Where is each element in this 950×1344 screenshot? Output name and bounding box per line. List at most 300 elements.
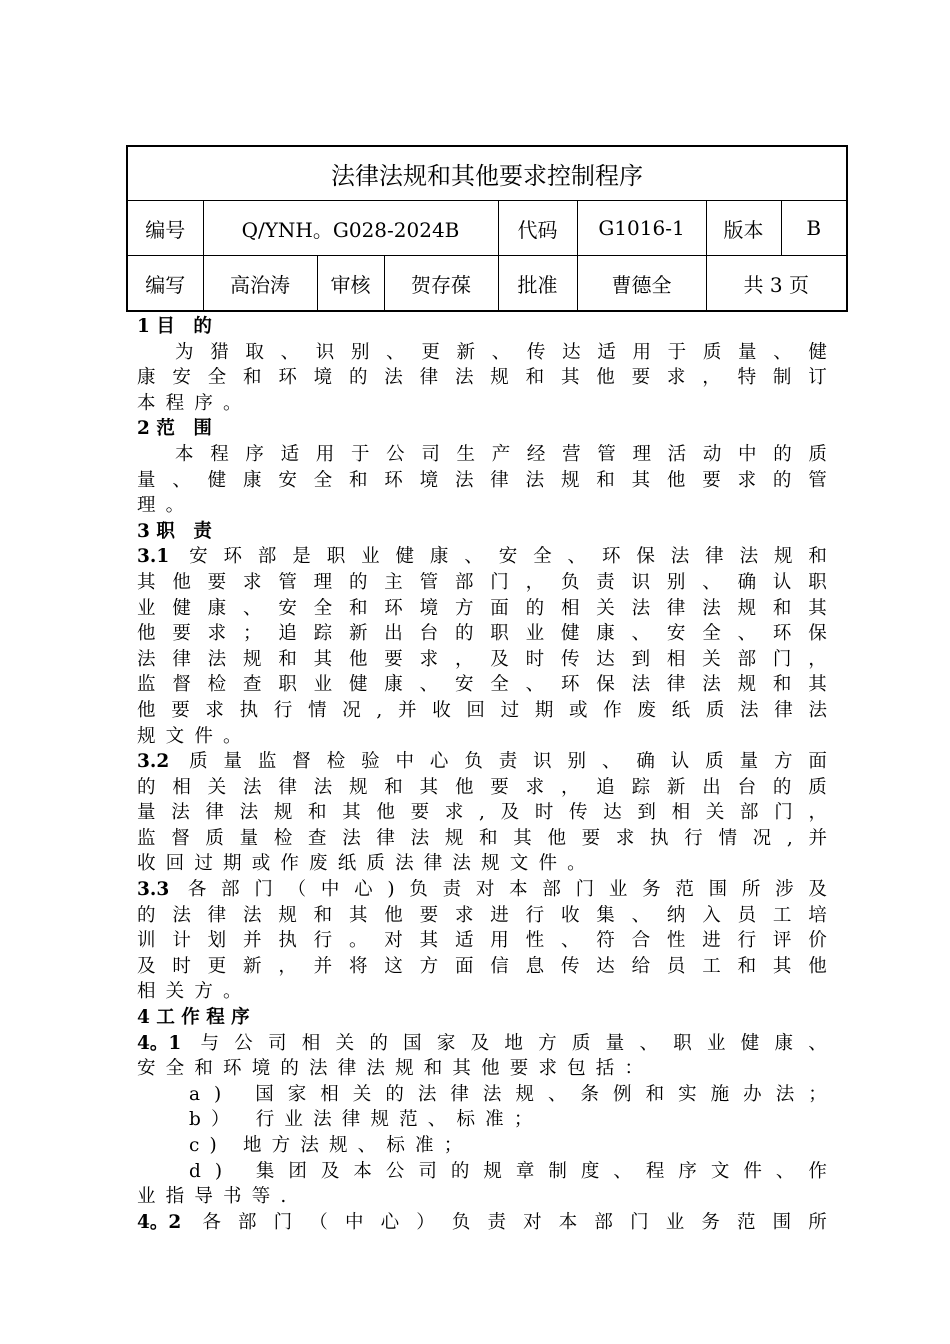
glyph: 要 <box>172 623 191 645</box>
glyph: 负 <box>560 571 580 593</box>
glyph: 传 <box>560 648 580 670</box>
glyph: 全 <box>207 367 227 389</box>
glyph: 部 <box>257 546 277 568</box>
glyph: 地 <box>504 1032 523 1054</box>
glyph: 管 <box>808 469 827 491</box>
glyph: 法 <box>242 776 262 798</box>
glyph: 新 <box>666 776 686 798</box>
glyph: 法 <box>702 597 721 619</box>
glyph: 其 <box>137 571 156 593</box>
glyph: 法 <box>702 674 721 696</box>
glyph: 作 <box>808 1160 827 1182</box>
glyph: 达 <box>596 955 615 977</box>
glyph: 集 <box>255 1160 275 1182</box>
glyph: 和 <box>596 469 615 491</box>
glyph: 规 <box>278 904 297 926</box>
glyph: 他 <box>172 571 191 593</box>
glyph: 各 <box>187 879 207 901</box>
glyph: 确 <box>636 751 655 773</box>
glyph: 及 <box>808 879 827 901</box>
glyph: 门 <box>254 879 273 901</box>
glyph: 将 <box>348 955 368 977</box>
glyph: 法 <box>482 1083 502 1105</box>
text-line <box>137 954 827 980</box>
glyph: 负 <box>464 751 483 773</box>
glyph: 期 <box>534 699 554 721</box>
glyph: 量 <box>223 751 242 773</box>
glyph: 全 <box>533 546 552 568</box>
glyph: 本 <box>353 1160 372 1182</box>
glyph: 回 <box>466 699 485 721</box>
glyph: 并 <box>313 955 333 977</box>
glyph: 进 <box>702 930 721 952</box>
glyph: 收 <box>432 699 451 721</box>
glyph: 质 <box>571 1032 591 1054</box>
glyph: 、 <box>560 930 580 952</box>
glyph: 文 <box>710 1160 730 1182</box>
line-text: 相关方。 <box>137 981 252 1003</box>
glyph: 条 <box>580 1083 600 1105</box>
glyph: 部 <box>740 802 759 824</box>
glyph: （ <box>309 1211 328 1233</box>
glyph: 所 <box>808 1211 827 1233</box>
glyph: 踪 <box>631 776 651 798</box>
glyph <box>236 1159 242 1185</box>
glyph: 和 <box>242 367 262 389</box>
section-heading <box>137 314 827 340</box>
glyph: 例 <box>613 1083 632 1105</box>
glyph: , <box>786 827 793 849</box>
glyph: 实 <box>678 1083 697 1105</box>
glyph: 行 <box>737 930 757 952</box>
glyph: 他 <box>666 469 686 491</box>
glyph: 要 <box>207 571 227 593</box>
glyph: 认 <box>772 571 792 593</box>
glyph: 及 <box>320 1160 340 1182</box>
glyph: 律 <box>774 699 793 721</box>
glyph: 涉 <box>775 879 794 901</box>
clause-number: 3.2 <box>137 751 170 773</box>
glyph: 门 <box>273 1211 293 1233</box>
glyph: 律 <box>207 904 227 926</box>
glyph: 、 <box>808 1032 827 1054</box>
glyph: 求 <box>525 776 545 798</box>
glyph: 业 <box>361 546 380 568</box>
glyph: 法 <box>670 546 690 568</box>
glyph: 职 <box>808 571 827 593</box>
glyph: 量 <box>738 341 757 363</box>
glyph: ） <box>416 1211 435 1233</box>
heading-text: 4 工 作 程 序 <box>137 1007 250 1029</box>
glyph: ， <box>278 955 297 977</box>
glyph: 规 <box>490 367 509 389</box>
glyph: 于 <box>667 341 687 363</box>
glyph: 、 <box>547 1083 567 1105</box>
glyph: 时 <box>534 802 554 824</box>
glyph: 环 <box>601 546 621 568</box>
glyph: 其 <box>419 776 439 798</box>
glyph: 监 <box>137 674 156 696</box>
glyph: 质 <box>702 341 722 363</box>
glyph: 。 <box>348 930 368 952</box>
glyph: 和 <box>645 1083 665 1105</box>
glyph: 门 <box>774 802 793 824</box>
glyph: 围 <box>772 1211 792 1233</box>
glyph: 程 <box>645 1160 665 1182</box>
glyph: 质 <box>705 751 724 773</box>
glyph: 和 <box>348 597 368 619</box>
glyph: 作 <box>603 699 622 721</box>
glyph: 适 <box>597 341 616 363</box>
glyph: 的 <box>450 1160 470 1182</box>
glyph: 所 <box>741 879 761 901</box>
glyph: 健 <box>395 546 415 568</box>
glyph: 求 <box>444 802 464 824</box>
glyph: 门 <box>490 571 509 593</box>
glyph: 合 <box>631 930 651 952</box>
glyph: 求 <box>454 904 474 926</box>
glyph: 的 <box>773 443 792 465</box>
glyph: 新 <box>456 341 476 363</box>
glyph: 、 <box>280 341 300 363</box>
glyph: 信 <box>490 955 509 977</box>
glyph: 的 <box>137 776 156 798</box>
text-line <box>137 928 827 954</box>
glyph: 面 <box>454 955 474 977</box>
glyph: 、 <box>464 546 483 568</box>
glyph: 出 <box>384 623 403 645</box>
glyph: 责 <box>487 1211 507 1233</box>
glyph: 训 <box>137 930 156 952</box>
glyph: 法 <box>631 597 651 619</box>
glyph: 方 <box>538 1032 557 1054</box>
glyph: 律 <box>278 776 297 798</box>
section-heading <box>137 519 827 545</box>
glyph: 安 <box>278 597 297 619</box>
glyph: 章 <box>515 1160 535 1182</box>
glyph: 理 <box>632 443 651 465</box>
glyph: 相 <box>666 648 686 670</box>
glyph: 、 <box>775 1160 795 1182</box>
glyph: 其 <box>808 597 827 619</box>
glyph: 符 <box>596 930 615 952</box>
line-text: 规文件。 <box>137 725 252 747</box>
text-line <box>137 800 827 826</box>
glyph: 法 <box>454 367 474 389</box>
glyph: 量 <box>137 469 156 491</box>
glyph: 用 <box>315 443 335 465</box>
label-number: 编号 <box>127 201 203 256</box>
text-line <box>137 391 827 417</box>
glyph: 环 <box>560 674 580 696</box>
glyph: 国 <box>403 1032 422 1054</box>
glyph: ， <box>525 571 545 593</box>
glyph: 境 <box>313 367 333 389</box>
glyph: 安 <box>498 546 518 568</box>
glyph: 求 <box>615 827 635 849</box>
glyph: 收 <box>560 904 580 926</box>
glyph: 规 <box>737 597 757 619</box>
glyph: 达 <box>596 648 615 670</box>
glyph: 求 <box>419 648 439 670</box>
glyph: 环 <box>384 597 403 619</box>
glyph: 的 <box>348 571 368 593</box>
glyph: 质 <box>205 827 224 849</box>
glyph: 件 <box>743 1160 762 1182</box>
glyph: 责 <box>596 571 615 593</box>
glyph: 职 <box>326 546 346 568</box>
glyph: 关 <box>335 1032 355 1054</box>
glyph: 废 <box>637 699 656 721</box>
glyph: 其 <box>348 904 368 926</box>
glyph: 其 <box>772 955 792 977</box>
glyph: 法 <box>808 699 827 721</box>
glyph: 价 <box>808 930 827 952</box>
glyph: 法 <box>342 827 361 849</box>
text-line <box>137 544 827 570</box>
glyph: 负 <box>451 1211 471 1233</box>
glyph: 康 <box>774 1032 794 1054</box>
glyph: 质 <box>705 699 725 721</box>
glyph: 环 <box>223 546 242 568</box>
glyph: 、 <box>631 904 651 926</box>
glyph: 业 <box>706 1032 726 1054</box>
glyph: 他 <box>137 699 156 721</box>
document-header-table <box>126 145 848 312</box>
glyph: 求 <box>205 699 224 721</box>
glyph: 执 <box>650 827 669 849</box>
glyph: 、 <box>172 469 191 491</box>
glyph: 到 <box>637 802 656 824</box>
glyph: 制 <box>548 1160 567 1182</box>
glyph: 情 <box>308 699 327 721</box>
glyph: 方 <box>454 597 474 619</box>
glyph: 其 <box>631 469 651 491</box>
glyph: 的 <box>525 597 545 619</box>
glyph: 健 <box>172 597 191 619</box>
glyph: 别 <box>666 571 686 593</box>
glyph: 检 <box>207 674 227 696</box>
glyph: 执 <box>239 699 259 721</box>
label-author: 编写 <box>127 256 203 312</box>
glyph: 保 <box>596 674 615 696</box>
glyph: 达 <box>562 341 581 363</box>
glyph: 健 <box>560 623 580 645</box>
glyph: 全 <box>313 597 333 619</box>
glyph: 职 <box>278 674 297 696</box>
glyph: 过 <box>500 699 520 721</box>
glyph: 规 <box>737 674 757 696</box>
line-text: 业指导书等. <box>137 1186 297 1208</box>
glyph: 识 <box>315 341 335 363</box>
glyph: 集 <box>596 904 615 926</box>
glyph: 的 <box>385 1083 404 1105</box>
glyph: 律 <box>172 648 191 670</box>
text-line <box>137 826 827 852</box>
glyph: 更 <box>421 341 440 363</box>
glyph: 员 <box>737 904 757 926</box>
glyph: 和 <box>772 674 792 696</box>
glyph: 及 <box>490 648 509 670</box>
glyph: 部 <box>221 879 240 901</box>
glyph: 求 <box>207 623 227 645</box>
glyph: 和 <box>313 904 333 926</box>
glyph: 验 <box>361 751 380 773</box>
glyph: 规 <box>348 776 368 798</box>
glyph: 执 <box>278 930 297 952</box>
glyph: 法 <box>631 674 651 696</box>
glyph: 他 <box>384 904 403 926</box>
glyph: 为 <box>175 341 194 363</box>
glyph: 工 <box>772 904 792 926</box>
text-line <box>137 903 827 929</box>
glyph: 环 <box>278 367 297 389</box>
clause-number: 3.1 <box>137 546 170 568</box>
glyph: 并 <box>398 699 417 721</box>
glyph: 出 <box>702 776 721 798</box>
glyph: 及 <box>137 955 156 977</box>
heading-text: 2 范 围 <box>137 418 212 440</box>
glyph: 是 <box>292 546 311 568</box>
glyph: 他 <box>547 827 566 849</box>
glyph: 别 <box>567 751 587 773</box>
glyph: 法 <box>740 699 759 721</box>
glyph: 给 <box>631 955 651 977</box>
glyph: 部 <box>238 1211 257 1233</box>
glyph: 法 <box>242 904 262 926</box>
glyph: 监 <box>137 827 156 849</box>
glyph: 和 <box>384 776 403 798</box>
glyph: 的 <box>772 776 792 798</box>
glyph: 的 <box>454 623 474 645</box>
text-line <box>137 851 827 877</box>
section-heading <box>137 416 827 442</box>
glyph: 法 <box>171 802 190 824</box>
glyph: 追 <box>596 776 615 798</box>
text-line <box>137 698 827 724</box>
glyph: ， <box>454 648 474 670</box>
glyph: 其 <box>419 930 439 952</box>
glyph: 中 <box>320 879 340 901</box>
glyph: 他 <box>808 955 827 977</box>
text-line <box>137 1133 827 1159</box>
value-version: B <box>781 201 847 256</box>
text-line <box>137 672 827 698</box>
glyph: 相 <box>172 776 191 798</box>
glyph: 境 <box>419 597 439 619</box>
glyph: 本 <box>175 443 194 465</box>
glyph: 法 <box>525 469 545 491</box>
glyph: 督 <box>171 827 190 849</box>
glyph: 安 <box>172 367 191 389</box>
glyph: 业 <box>665 1211 685 1233</box>
glyph: 门 <box>630 1211 649 1233</box>
glyph: 律 <box>705 546 724 568</box>
glyph: 或 <box>569 699 588 721</box>
glyph: 部 <box>454 571 474 593</box>
glyph: ， <box>702 367 721 389</box>
glyph: 其 <box>342 802 361 824</box>
glyph: 本 <box>558 1211 578 1233</box>
glyph: 和 <box>348 469 368 491</box>
glyph: 、 <box>386 341 405 363</box>
glyph: 行 <box>684 827 703 849</box>
glyph: 全 <box>702 623 721 645</box>
glyph: 传 <box>560 955 580 977</box>
text-line <box>137 365 827 391</box>
glyph: 检 <box>326 751 346 773</box>
glyph: 健 <box>207 469 227 491</box>
glyph: 、 <box>702 571 721 593</box>
glyph: 和 <box>737 955 757 977</box>
glyph: 相 <box>320 1083 339 1105</box>
glyph: 检 <box>273 827 293 849</box>
value-approver: 曹德全 <box>577 256 706 312</box>
glyph: 管 <box>419 571 439 593</box>
glyph: 对 <box>475 879 495 901</box>
glyph: 并 <box>808 827 827 849</box>
glyph: 他 <box>376 802 395 824</box>
glyph: 法 <box>172 904 191 926</box>
clause-number: 4。2 <box>137 1211 182 1233</box>
glyph: 心 <box>380 1211 400 1233</box>
glyph: 行 <box>273 699 293 721</box>
glyph: 全 <box>313 469 333 491</box>
glyph: 业 <box>137 597 156 619</box>
glyph: 律 <box>490 469 509 491</box>
glyph: 、 <box>419 674 439 696</box>
glyph: 纸 <box>671 699 691 721</box>
line-text: 安全和环境的法律法规和其他要求包括： <box>137 1058 654 1080</box>
glyph: 其 <box>313 648 333 670</box>
glyph: 安 <box>454 674 474 696</box>
glyph: 求 <box>242 571 262 593</box>
glyph: 康 <box>384 674 403 696</box>
glyph: 序 <box>245 443 264 465</box>
glyph: 管 <box>597 443 616 465</box>
glyph: ， <box>808 802 827 824</box>
glyph <box>235 1082 241 1108</box>
glyph: 职 <box>490 623 509 645</box>
text-line <box>137 1056 827 1082</box>
value-code: G1016-1 <box>577 201 706 256</box>
glyph: 求 <box>666 367 686 389</box>
glyph: 查 <box>242 674 262 696</box>
text-line <box>137 468 827 494</box>
glyph: 时 <box>525 648 545 670</box>
glyph: 量 <box>605 1032 625 1054</box>
glyph: 方 <box>773 751 793 773</box>
glyph: 他 <box>596 367 615 389</box>
glyph: 司 <box>418 1160 437 1182</box>
text-line <box>137 1159 827 1185</box>
document-title: 法律法规和其他要求控制程序 <box>127 146 847 201</box>
glyph: 规 <box>560 469 580 491</box>
glyph: 律 <box>450 1083 469 1105</box>
text-line <box>137 1031 827 1057</box>
section-heading <box>137 1005 827 1031</box>
glyph: 他 <box>137 623 156 645</box>
text-line <box>137 775 827 801</box>
glyph: ； <box>808 1083 827 1105</box>
glyph: 督 <box>292 751 311 773</box>
glyph: 安 <box>278 469 297 491</box>
glyph: 质 <box>808 776 827 798</box>
glyph: 团 <box>288 1160 307 1182</box>
glyph: 健 <box>808 341 827 363</box>
text-line <box>137 596 827 622</box>
glyph: 家 <box>436 1032 456 1054</box>
